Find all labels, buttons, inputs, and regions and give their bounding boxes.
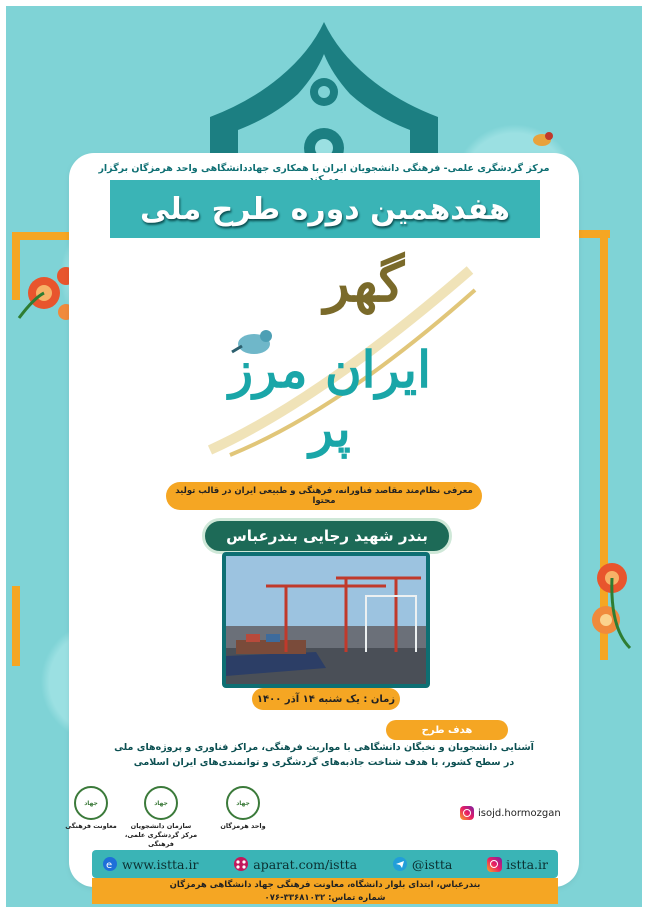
flower-decoration-left-icon xyxy=(14,258,80,328)
jahad-seal-icon: جهاد xyxy=(226,786,260,820)
badge-cultural-deputy xyxy=(46,786,136,831)
flower-decoration-right-icon xyxy=(580,548,640,658)
description xyxy=(90,740,558,770)
browser-e-icon xyxy=(102,856,118,872)
social-links-bar xyxy=(92,850,558,878)
aparat-link[interactable] xyxy=(233,856,357,872)
instagram-link[interactable] xyxy=(487,857,548,872)
badge-label: واحد هرمزگان xyxy=(220,822,266,830)
badge-label: معاونت فرهنگی xyxy=(65,822,117,830)
telegram-icon xyxy=(392,856,408,872)
date-pill xyxy=(252,688,400,710)
bird-icon xyxy=(530,128,556,150)
website-link[interactable] xyxy=(102,856,198,872)
iran-marz-por-gohar-logo xyxy=(200,250,480,470)
port-cranes-image xyxy=(226,556,426,684)
title-banner xyxy=(110,180,540,238)
instagram-text[interactable]: istta.ir xyxy=(506,856,548,872)
arch-ornament-icon xyxy=(210,22,438,172)
orange-accent-left-bottom xyxy=(12,586,20,666)
svg-text:e: e xyxy=(106,860,113,871)
instagram-icon xyxy=(460,806,474,820)
footer-address: بندرعباس، ابتدای بلوار دانشگاه، معاونت فرهنگی جهاد دانشگاهی هرمزگان xyxy=(169,880,481,890)
badge-label: سازمان دانشجویان مرکز گردشگری علمی، فرهنگی xyxy=(124,822,198,848)
footer-phone: شماره تماس: ۳۳۶۸۱۰۳۲-۰۷۶ xyxy=(264,893,386,903)
logo-word-iran-marz-por: ایران مرز پر xyxy=(229,340,431,458)
location-text: بندر شهید رجایی بندرعباس xyxy=(226,527,428,545)
goal-pill xyxy=(386,720,508,740)
telegram-link[interactable] xyxy=(392,856,452,872)
jahad-seal-icon: جهاد xyxy=(144,786,178,820)
organizer-line: مرکز گردشگری علمی- فرهنگی دانشجویان ایران با همکاری جهاددانشگاهی واحد هرمزگان برگزار xyxy=(98,163,550,174)
port-photo xyxy=(222,552,430,688)
intro-text: معرفی نظام‌مند مقاصد فناورانه، فرهنگی و طبیعی ایران در قالب تولید محتوا xyxy=(175,486,473,506)
orange-accent-left-top xyxy=(12,232,78,240)
instagram-handle-row[interactable] xyxy=(460,806,561,820)
page-title: هفدهمین دوره طرح ملی xyxy=(140,191,510,227)
footer-bar xyxy=(92,878,558,904)
jahad-seal-icon: جهاد xyxy=(74,786,108,820)
location-pill xyxy=(202,518,452,554)
website-text[interactable]: www.istta.ir xyxy=(122,856,199,872)
logo-word-gohar: گهر xyxy=(323,250,405,314)
goal-text: هدف طرح xyxy=(421,724,473,736)
description-line-2: در سطح کشور، با هدف شناخت جاذبه‌های گردشگری و توانمندی‌های ایران اسلامی xyxy=(133,757,515,768)
instagram-handle[interactable]: isojd.hormozgan xyxy=(478,807,561,819)
intro-pill xyxy=(166,482,482,510)
badge-hormozgan xyxy=(198,786,288,831)
date-text: زمان : یک شنبه ۱۴ آذر ۱۴۰۰ xyxy=(256,693,396,705)
telegram-text[interactable]: @istta xyxy=(411,856,453,872)
aparat-icon xyxy=(233,856,249,872)
description-line-1: آشنایی دانشجویان و نخبگان دانشگاهی با مواریث فرهنگی، مراکز فناوری و پروژه‌های ملی xyxy=(114,742,534,753)
aparat-text[interactable]: aparat.com/istta xyxy=(253,856,358,872)
instagram-icon xyxy=(487,857,502,872)
